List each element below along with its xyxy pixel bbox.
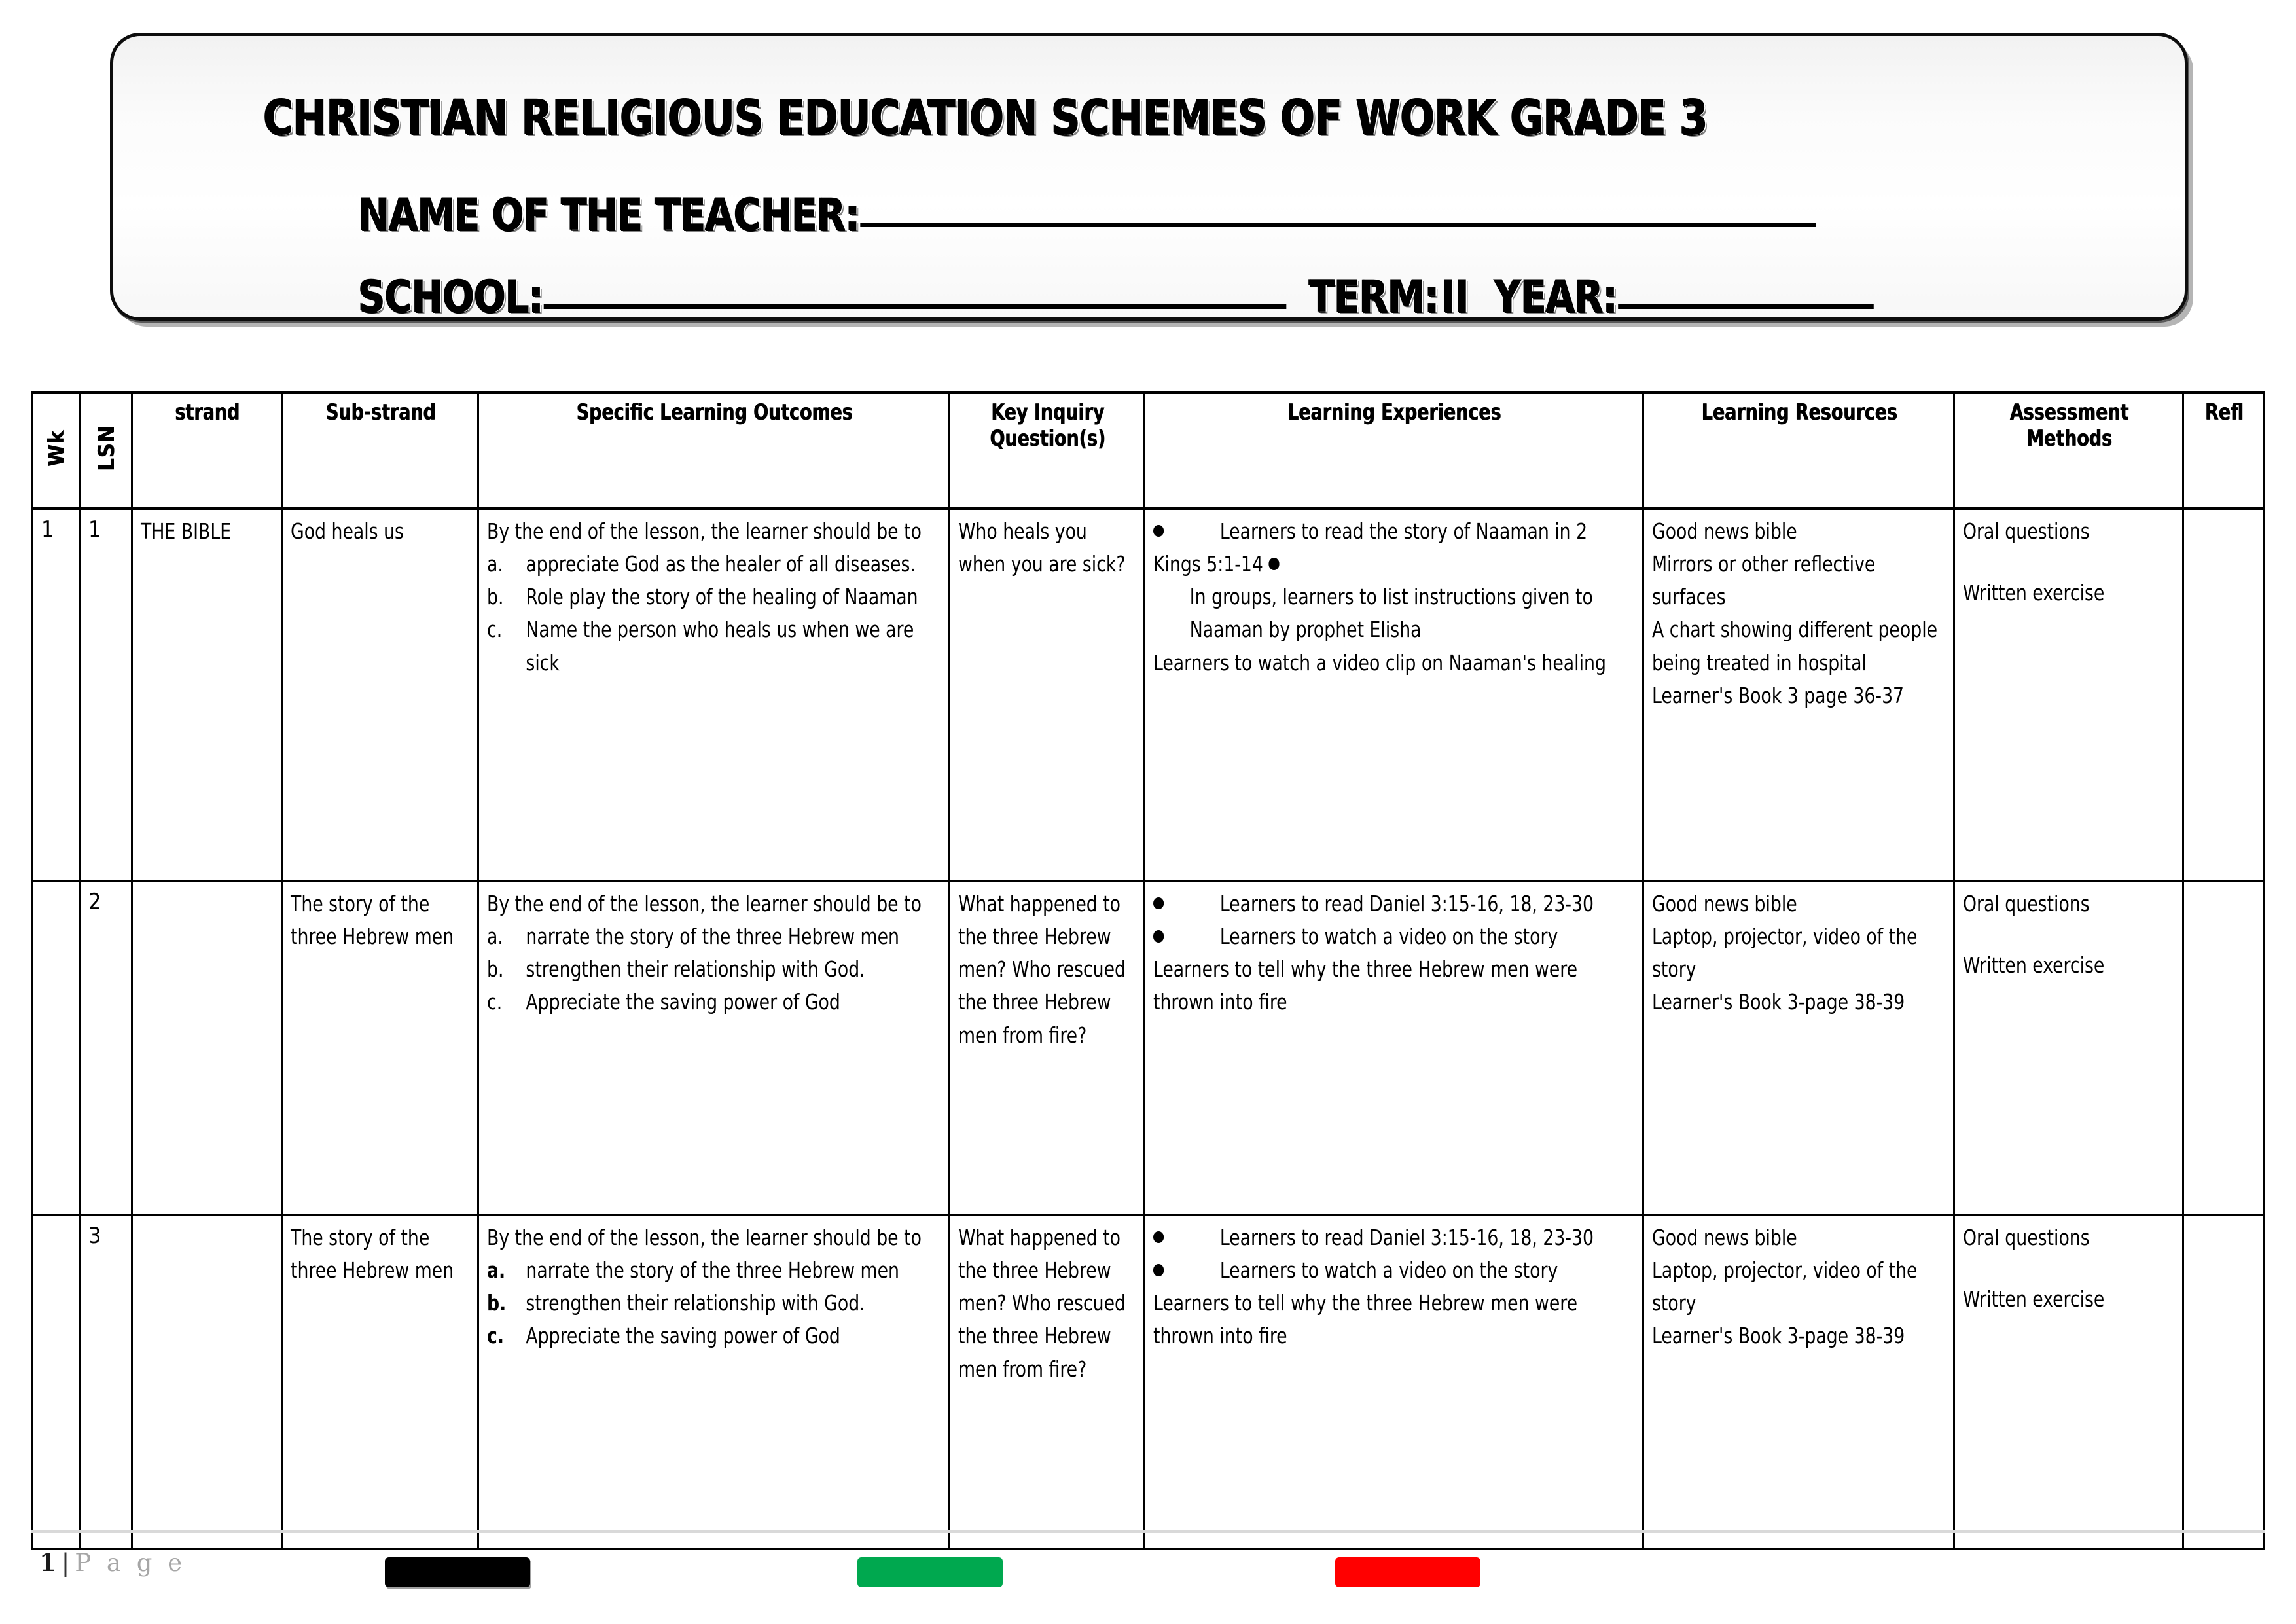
column-header-learning-resources: Learning Resources (1643, 393, 1954, 509)
learning-experiences-list (1153, 515, 1634, 679)
assessment-item: Written exercise (1962, 580, 2105, 606)
learning-experience-item: Learners to tell why the three Hebrew men were thrown into fire (1153, 956, 1578, 1015)
cell-assessment-methods (1954, 882, 2183, 1216)
cell-sub-strand: God heals us (281, 509, 478, 882)
learning-experience-item: Learners to watch a video clip on Naaman's healing (1153, 649, 1607, 676)
assessment-item: Oral questions (1962, 518, 2090, 544)
resource-item: Good news bible (1651, 518, 1797, 544)
school-term-year-line (359, 271, 1873, 321)
color-swatch-black (385, 1557, 530, 1587)
learning-experience-item: Learners to read the story of Naaman in 2 Kings 5:1-14 In groups, learners to list instructions given to Naaman by prophet Elisha (1153, 518, 1594, 643)
bullet-icon (1153, 897, 1164, 909)
column-header-lsn: LSN (80, 393, 132, 509)
slo-item: c. Appreciate the saving power of God (486, 989, 840, 1015)
term-label: TERM: (1309, 271, 1440, 321)
assessment-item: Written exercise (1962, 1286, 2105, 1312)
teacher-name-blank[interactable] (860, 223, 1816, 227)
slo-list (487, 1254, 941, 1352)
slo-intro: By the end of the lesson, the learner should be to (486, 1225, 922, 1250)
cell-key-inquiry-question: Who heals you when you are sick? (950, 509, 1145, 882)
slo-list (487, 548, 941, 679)
resource-item: Laptop, projector, video of the story (1651, 924, 1918, 983)
column-header-assessment-methods: Assessment Methods (1954, 393, 2183, 509)
slo-list (487, 920, 941, 1019)
slo-intro: By the end of the lesson, the learner should be to (486, 891, 922, 916)
learning-experience-item: Learners to tell why the three Hebrew men were thrown into fire (1153, 1290, 1578, 1349)
table-body (33, 509, 2264, 1549)
slo-item: b. Role play the story of the healing of Naaman (486, 584, 918, 610)
page-title: CHRISTIAN RELIGIOUS EDUCATION SCHEMES OF WORK GRADE 3 (264, 90, 1708, 146)
cell-learning-experiences (1145, 509, 1643, 882)
cell-wk: 1 (33, 509, 80, 882)
cell-refl[interactable] (2183, 509, 2264, 882)
learning-experiences-list (1153, 888, 1634, 1019)
slo-item: c. Appreciate the saving power of God (486, 1323, 840, 1349)
teacher-name-label: NAME OF THE TEACHER: (359, 189, 861, 241)
year-label: YEAR: (1494, 271, 1618, 321)
assessment-item: Oral questions (1962, 891, 2090, 916)
slo-intro: By the end of the lesson, the learner should be to (486, 518, 922, 544)
cell-strand: THE BIBLE (132, 509, 281, 882)
table-row (33, 1216, 2264, 1549)
page-footer (31, 1542, 2265, 1614)
cell-refl[interactable] (2183, 1216, 2264, 1549)
column-header-wk: Wk (33, 393, 80, 509)
assessment-item: Oral questions (1962, 1225, 2090, 1250)
slo-item: b. strengthen their relationship with God. (486, 1290, 865, 1316)
slo-item: c. Name the person who heals us when we are sick (486, 617, 914, 676)
column-header-strand: strand (132, 393, 281, 509)
cell-key-inquiry-question: What happened to the three Hebrew men? Who rescued the three Hebrew men from fire? (950, 882, 1145, 1216)
color-swatch-red (1335, 1557, 1480, 1587)
cell-lsn: 1 (80, 509, 132, 882)
resource-item: Learner's Book 3-page 38-39 (1651, 989, 1905, 1015)
bullet-icon (1269, 558, 1280, 569)
learning-experience-item: Learners to read Daniel 3:15-16, 18, 23-30 (1153, 1221, 1634, 1254)
resource-item: Laptop, projector, video of the story (1651, 1257, 1918, 1316)
footer-divider (31, 1530, 2265, 1533)
resource-item: Learner's Book 3 page 36-37 (1651, 682, 1904, 708)
slo-item: b. strengthen their relationship with God. (486, 956, 865, 983)
cell-specific-learning-outcomes (478, 509, 949, 882)
slo-item: a. narrate the story of the three Hebrew men (486, 1257, 899, 1284)
resource-item: Learner's Book 3-page 38-39 (1651, 1323, 1905, 1349)
cell-learning-resources (1643, 509, 1954, 882)
cell-assessment-methods (1954, 1216, 2183, 1549)
bullet-icon (1153, 525, 1164, 537)
cell-sub-strand: The story of the three Hebrew men (281, 882, 478, 1216)
cell-learning-experiences (1145, 882, 1643, 1216)
slo-item: a. narrate the story of the three Hebrew men (486, 924, 899, 950)
cell-wk (33, 882, 80, 1216)
cell-learning-experiences (1145, 1216, 1643, 1549)
schemes-of-work-table (31, 391, 2265, 1550)
page-number-label: 1 | P a g e (39, 1548, 187, 1577)
learning-experience-item: Learners to watch a video on the story (1153, 1254, 1634, 1287)
column-header-refl: Refl (2183, 393, 2264, 509)
column-header-sub-strand: Sub-strand (281, 393, 478, 509)
bullet-icon (1153, 1231, 1164, 1243)
cell-assessment-methods (1954, 509, 2183, 882)
cell-learning-resources (1643, 1216, 1954, 1549)
table-row (33, 509, 2264, 882)
cell-sub-strand: The story of the three Hebrew men (281, 1216, 478, 1549)
assessment-item: Written exercise (1962, 952, 2105, 979)
school-blank[interactable] (544, 304, 1287, 309)
cell-lsn: 3 (80, 1216, 132, 1549)
cell-refl[interactable] (2183, 882, 2264, 1216)
learning-experience-item: Learners to read Daniel 3:15-16, 18, 23-30 (1153, 888, 1634, 920)
cell-specific-learning-outcomes (478, 882, 949, 1216)
resource-item: Good news bible (1651, 891, 1797, 916)
bullet-icon (1153, 930, 1164, 942)
column-header-specific-learning-outcomes: Specific Learning Outcomes (478, 393, 949, 509)
color-swatch-green (857, 1557, 1003, 1587)
resource-item: A chart showing different people being treated in hospital (1651, 617, 1937, 676)
resource-item: Mirrors or other reflective surfaces (1651, 551, 1875, 610)
term-value[interactable]: II (1439, 271, 1471, 321)
resource-item: Good news bible (1651, 1225, 1797, 1250)
column-header-key-inquiry-questions: Key Inquiry Question(s) (950, 393, 1145, 509)
column-header-learning-experiences: Learning Experiences (1145, 393, 1643, 509)
learning-experiences-list (1153, 1221, 1634, 1353)
cell-strand (132, 882, 281, 1216)
bullet-icon (1153, 1264, 1164, 1276)
learning-experience-item: Learners to watch a video on the story (1153, 920, 1634, 953)
school-label: SCHOOL: (359, 271, 544, 321)
cell-specific-learning-outcomes (478, 1216, 949, 1549)
table-row (33, 882, 2264, 1216)
slo-item: a. appreciate God as the healer of all diseases. (486, 551, 916, 577)
table-header-row (33, 393, 2264, 509)
cell-key-inquiry-question: What happened to the three Hebrew men? Who rescued the three Hebrew men from fire? (950, 1216, 1145, 1549)
cell-strand (132, 1216, 281, 1549)
teacher-name-line (359, 189, 1816, 241)
header-banner (110, 33, 2188, 321)
cell-wk (33, 1216, 80, 1549)
cell-learning-resources (1643, 882, 1954, 1216)
cell-lsn: 2 (80, 882, 132, 1216)
year-blank[interactable] (1618, 304, 1874, 309)
